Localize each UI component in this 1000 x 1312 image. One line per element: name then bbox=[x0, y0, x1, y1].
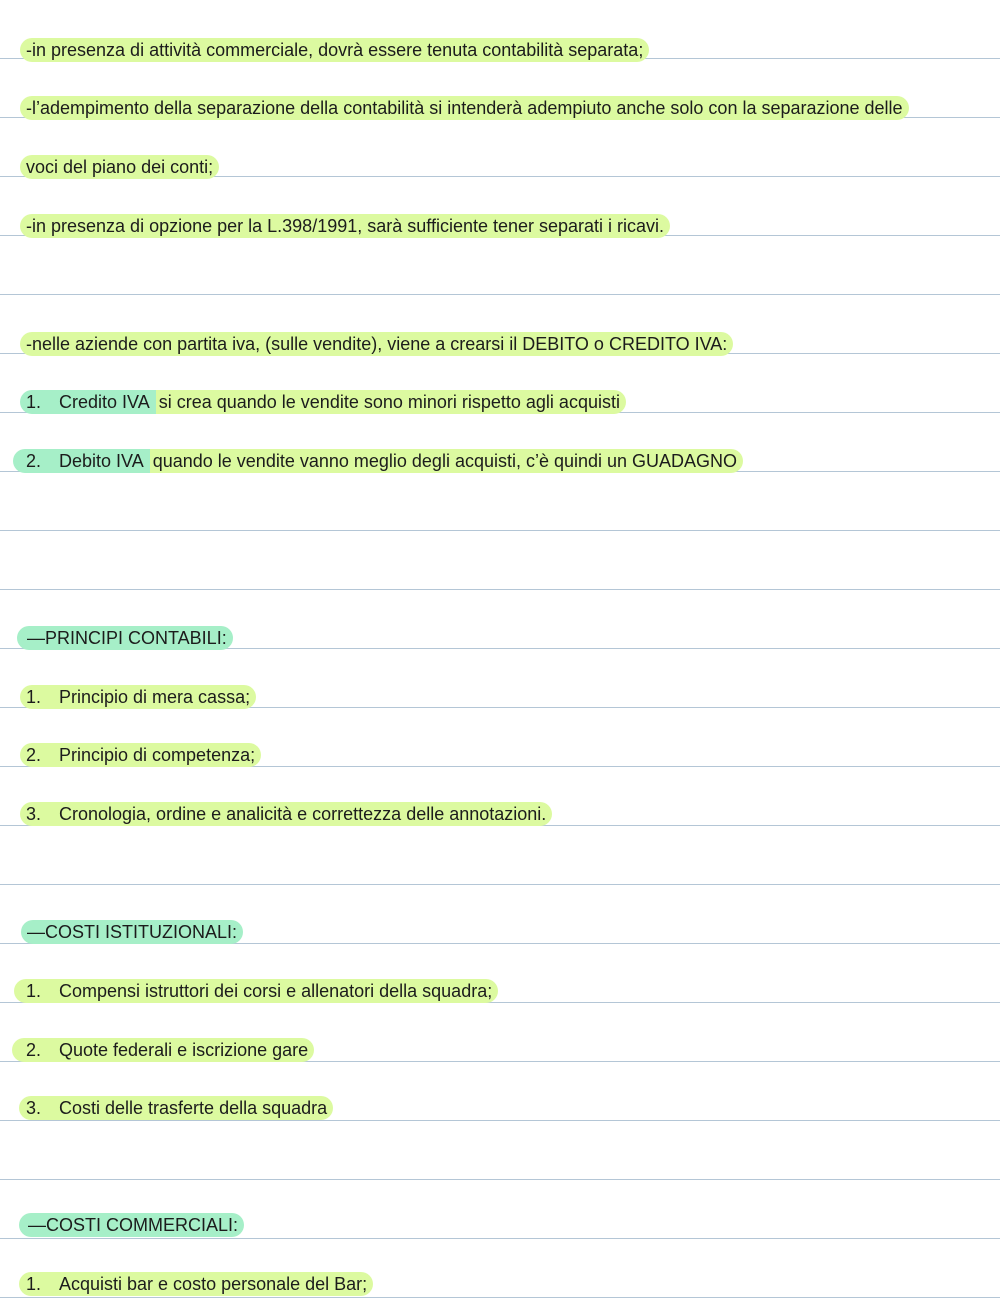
highlighted-text: -l’adempimento della separazione della contabilità si intenderà adempiuto anche solo con la separazione delle bbox=[20, 96, 909, 120]
list-item bbox=[19, 1096, 333, 1120]
list-item-text: 1. Principio di mera cassa; bbox=[20, 685, 256, 709]
list-number: 1. bbox=[26, 687, 42, 707]
list-number: 3. bbox=[26, 804, 42, 824]
list-item bbox=[20, 802, 552, 826]
note-line bbox=[20, 214, 670, 238]
list-description: si crea quando le vendite sono minori rispetto agli acquisti bbox=[156, 390, 626, 414]
list-item-text: 2. Quote federali e iscrizione gare bbox=[12, 1038, 314, 1062]
list-item bbox=[20, 685, 256, 709]
section-heading bbox=[21, 920, 243, 944]
list-number: 3. bbox=[26, 1098, 42, 1118]
list-item-text: 2. Principio di competenza; bbox=[20, 743, 261, 767]
list-item-text: 3. Costi delle trasferte della squadra bbox=[19, 1096, 333, 1120]
highlighted-text: voci del piano dei conti; bbox=[20, 155, 219, 179]
heading-text: —COSTI COMMERCIALI: bbox=[19, 1213, 244, 1237]
list-item-text: 1. Acquisti bar e costo personale del Bar; bbox=[19, 1272, 373, 1296]
list-item-text: 3. Cronologia, ordine e analicità e correttezza delle annotazioni. bbox=[20, 802, 552, 826]
list-number: 1. bbox=[26, 392, 42, 412]
heading-text: —COSTI ISTITUZIONALI: bbox=[21, 920, 243, 944]
highlighted-text: -in presenza di opzione per la L.398/1991, sarà sufficiente tener separati i ricavi. bbox=[20, 214, 670, 238]
highlighted-text: -nelle aziende con partita iva, (sulle vendite), viene a crearsi il DEBITO o CREDITO IVA: bbox=[20, 332, 733, 356]
list-item bbox=[13, 449, 743, 473]
list-item bbox=[20, 390, 626, 414]
highlighted-text: -in presenza di attività commerciale, dovrà essere tenuta contabilità separata; bbox=[20, 38, 649, 62]
list-item-text: 1. Compensi istruttori dei corsi e allenatori della squadra; bbox=[14, 979, 498, 1003]
list-number: 2. bbox=[26, 1040, 42, 1060]
heading-text: —PRINCIPI CONTABILI: bbox=[17, 626, 233, 650]
list-item bbox=[19, 1272, 373, 1296]
list-number: 2. bbox=[26, 745, 42, 765]
note-line bbox=[20, 96, 909, 120]
list-item bbox=[14, 979, 498, 1003]
list-term: 1. Credito IVA bbox=[20, 390, 156, 414]
note-line bbox=[20, 332, 733, 356]
note-line bbox=[20, 155, 219, 179]
list-term: 2. Debito IVA bbox=[13, 449, 150, 473]
note-line bbox=[20, 38, 649, 62]
section-heading bbox=[19, 1213, 244, 1237]
list-number: 2. bbox=[26, 451, 42, 471]
list-item bbox=[12, 1038, 314, 1062]
list-description: quando le vendite vanno meglio degli acquisti, c’è quindi un GUADAGNO bbox=[150, 449, 743, 473]
list-number: 1. bbox=[26, 1274, 42, 1294]
list-item bbox=[20, 743, 261, 767]
list-number: 1. bbox=[26, 981, 42, 1001]
section-heading bbox=[17, 626, 233, 650]
